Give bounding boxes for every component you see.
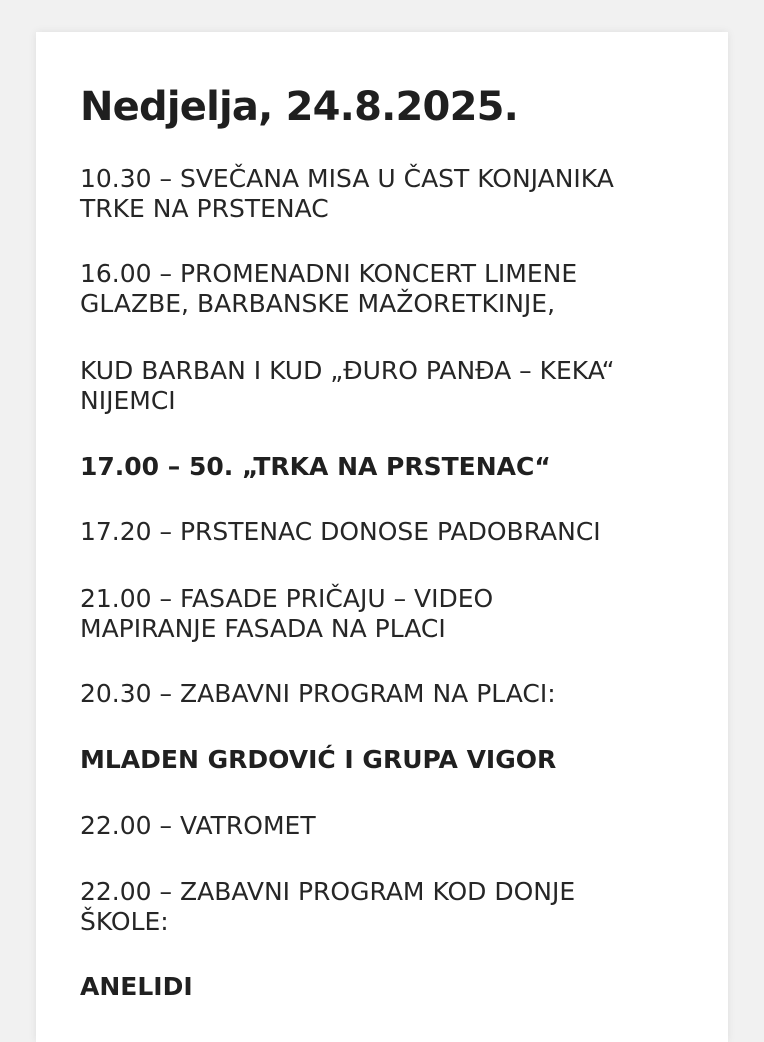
schedule-item-text: NIJEMCI	[80, 386, 176, 415]
schedule-item-text: TRKE NA PRSTENAC	[80, 194, 329, 223]
schedule-item-text: KUD BARBAN I KUD „ĐURO PANĐA – KEKA“	[80, 356, 615, 385]
schedule-item-text: 22.00 – ZABAVNI PROGRAM KOD DONJE	[80, 877, 576, 906]
schedule-item-highlight: MLADEN GRDOVIĆ I GRUPA VIGOR	[80, 745, 557, 774]
schedule-item-text: 22.00 – VATROMET	[80, 811, 316, 840]
schedule-item-text: 10.30 – SVEČANA MISA U ČAST KONJANIKA	[80, 164, 614, 193]
schedule-item-text: 17.20 – PRSTENAC DONOSE PADOBRANCI	[80, 517, 601, 546]
schedule-item-text: 20.30 – ZABAVNI PROGRAM NA PLACI:	[80, 679, 556, 708]
schedule-item-text: 21.00 – FASADE PRIČAJU – VIDEO	[80, 584, 494, 613]
schedule-item-highlight: ANELIDI	[80, 972, 193, 1001]
page-title: Nedjelja, 24.8.2025.	[80, 84, 519, 130]
schedule-item-text: MAPIRANJE FASADA NA PLACI	[80, 614, 446, 643]
schedule-item-text: ŠKOLE:	[80, 907, 169, 936]
schedule-item-highlight: 17.00 – 50. „TRKA NA PRSTENAC“	[80, 452, 551, 481]
schedule-item-text: GLAZBE, BARBANSKE MAŽORETKINJE,	[80, 289, 556, 318]
schedule-item-text: 16.00 – PROMENADNI KONCERT LIMENE	[80, 259, 578, 288]
